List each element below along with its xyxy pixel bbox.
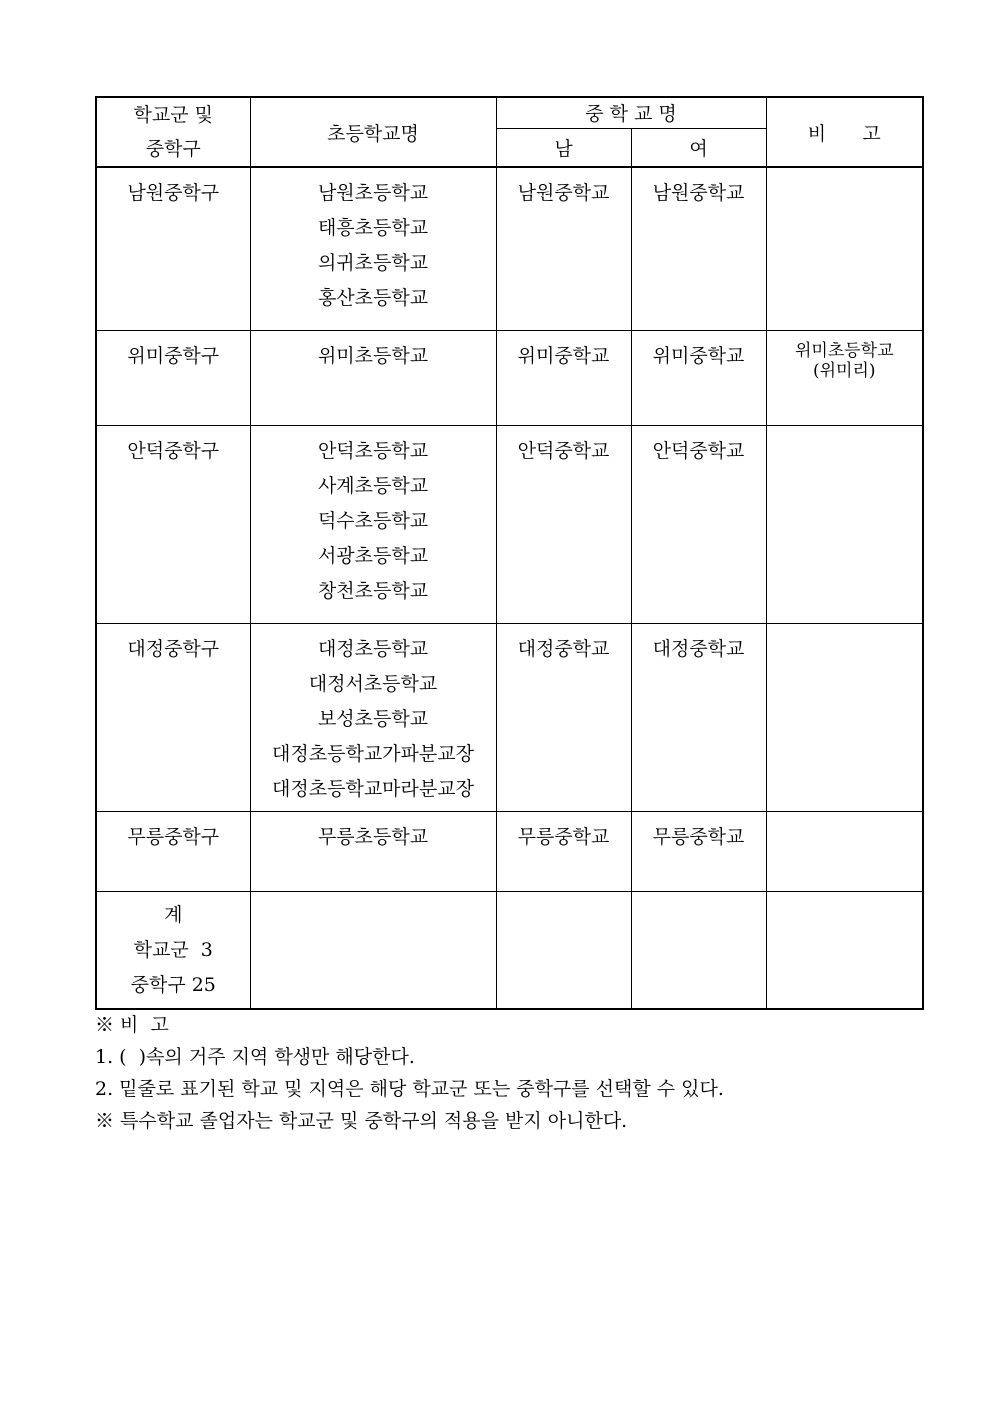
male-school-cell: [496, 425, 631, 623]
elementary-school: 대정초등학교: [317, 637, 429, 660]
elementary-cell: [250, 330, 496, 425]
note-cell: [766, 623, 923, 811]
elementary-school: 태흥초등학교: [317, 217, 429, 239]
elementary-school: 사계초등학교: [317, 474, 429, 497]
female-school-cell: [631, 425, 766, 623]
district-name: 남원중학구: [127, 182, 220, 204]
female-school-cell: [631, 623, 766, 811]
district-name: 대정중학구: [127, 637, 220, 660]
male-school: 위미중학교: [517, 344, 610, 367]
header-district: [96, 97, 250, 167]
table-row: [96, 330, 923, 425]
total-row: [96, 891, 923, 1009]
district-name: 안덕중학구: [127, 439, 220, 462]
total-cell: [96, 891, 250, 1009]
female-school-cell: [631, 167, 766, 330]
elementary-school: 보성초등학교: [317, 707, 429, 730]
district-name: 위미중학구: [127, 344, 220, 367]
note-cell: [766, 425, 923, 623]
male-school-cell: [496, 330, 631, 425]
elementary-school: 무릉초등학교: [317, 825, 429, 848]
notes-heading: ※ 비 고: [95, 1014, 169, 1036]
male-school: 남원중학교: [517, 182, 610, 204]
elementary-school: 대정초등학교마라분교장: [272, 777, 474, 800]
header-district-line2: 중학구: [145, 138, 201, 160]
female-school: 안덕중학교: [652, 439, 745, 462]
total-label: 계: [164, 903, 183, 926]
table-row: [96, 167, 923, 330]
header-middle-school: 중 학 교 명: [496, 97, 766, 128]
elementary-school: 창천초등학교: [317, 579, 429, 602]
note-cell: [766, 330, 923, 425]
district-cell: [96, 811, 250, 891]
header-male: 남: [496, 128, 631, 167]
total-school-groups: 학교군 3: [133, 938, 213, 961]
table-row: [96, 811, 923, 891]
district-cell: [96, 425, 250, 623]
total-empty-cell: [766, 891, 923, 1009]
female-school: 위미중학교: [652, 344, 745, 367]
elementary-school: 홍산초등학교: [317, 287, 429, 309]
notes-section: [95, 1009, 925, 1137]
male-school-cell: [496, 623, 631, 811]
male-school: 대정중학교: [517, 637, 610, 660]
note-item: ※ 특수학교 졸업자는 학교군 및 중학구의 적용을 받지 아니한다.: [95, 1110, 628, 1132]
header-elementary: 초등학교명: [250, 97, 496, 167]
elementary-school: 덕수초등학교: [317, 509, 429, 532]
district-cell: [96, 167, 250, 330]
header-district-line1: 학교군 및: [133, 104, 213, 126]
note-cell: [766, 167, 923, 330]
total-empty-cell: [631, 891, 766, 1009]
note-cell: [766, 811, 923, 891]
female-school: 무릉중학교: [652, 825, 745, 848]
district-cell: [96, 330, 250, 425]
note-item: 1. ( )속의 거주 지역 학생만 해당한다.: [95, 1046, 415, 1068]
elementary-school: 대정서초등학교: [308, 672, 438, 695]
header-female: 여: [631, 128, 766, 167]
total-empty-cell: [250, 891, 496, 1009]
elementary-school: 서광초등학교: [317, 544, 429, 567]
district-cell: [96, 623, 250, 811]
female-school: 대정중학교: [652, 637, 745, 660]
elementary-cell: [250, 425, 496, 623]
female-school-cell: [631, 330, 766, 425]
male-school: 안덕중학교: [517, 439, 610, 462]
elementary-school: 안덕초등학교: [317, 439, 429, 462]
note-text: (위미리): [813, 360, 876, 381]
total-middle-districts: 중학구 25: [130, 973, 216, 996]
elementary-cell: [250, 623, 496, 811]
male-school-cell: [496, 167, 631, 330]
elementary-school: 대정초등학교가파분교장: [272, 742, 474, 765]
male-school: 무릉중학교: [517, 825, 610, 848]
note-text: 위미초등학교: [794, 340, 894, 361]
elementary-school: 위미초등학교: [317, 344, 429, 367]
school-district-table: [95, 96, 924, 1010]
elementary-school: 남원초등학교: [317, 182, 429, 204]
total-empty-cell: [496, 891, 631, 1009]
table-row: [96, 425, 923, 623]
district-name: 무릉중학구: [127, 825, 220, 848]
table-row: [96, 623, 923, 811]
elementary-school: 의귀초등학교: [317, 252, 429, 274]
elementary-cell: [250, 167, 496, 330]
female-school-cell: [631, 811, 766, 891]
male-school-cell: [496, 811, 631, 891]
elementary-cell: [250, 811, 496, 891]
note-item: 2. 밑줄로 표기된 학교 및 지역은 해당 학교군 또는 중학구를 선택할 수 있다.: [95, 1078, 724, 1100]
female-school: 남원중학교: [652, 182, 745, 204]
header-note: 비 고: [766, 97, 923, 167]
